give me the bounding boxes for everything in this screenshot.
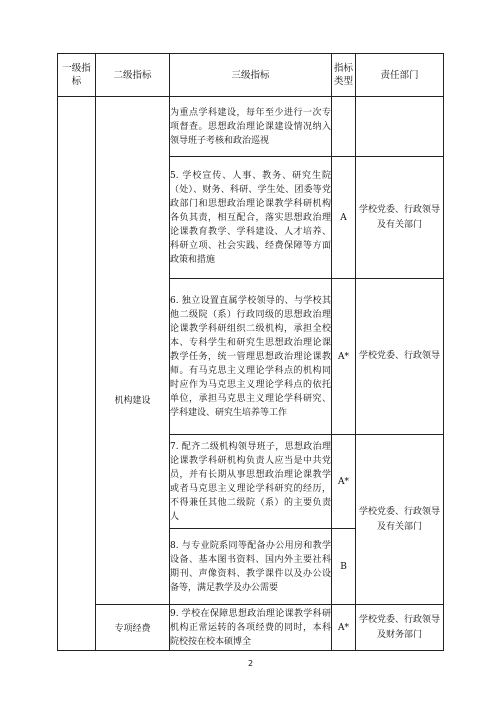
table-row <box>58 97 444 157</box>
category-funds: 专项经费 <box>96 605 170 651</box>
indicator-type <box>332 97 356 157</box>
header-level3: 三级指标 <box>170 54 332 97</box>
indicator-type: A <box>332 157 356 279</box>
header-level1: 一级指标 <box>58 54 96 97</box>
header-dept: 责任部门 <box>356 54 444 97</box>
table-header-row <box>58 54 444 97</box>
indicator-text: 9. 学校在保障思想政治理论课教学科研机构正常运转的各项经费的同时，本科院校按在校本硕博全 <box>170 605 332 651</box>
category-org: 机构建设 <box>96 97 170 605</box>
header-type: 指标类型 <box>332 54 356 97</box>
page-number: 2 <box>247 659 254 668</box>
indicator-table <box>57 53 444 651</box>
indicator-dept: 学校党委、行政领导及财务部门 <box>356 605 444 651</box>
indicator-type: A* <box>332 279 356 435</box>
indicator-text: 7. 配齐二级机构领导班子，思想政治理论课教学科研机构负责人应当是中共党员，并有长期从事思想政治理论课教学或者马克思主义理论学科研究的经历，不得兼任其他二级院（系）的主要负责人 <box>170 435 332 529</box>
indicator-type: A* <box>332 605 356 651</box>
indicator-dept: 学校党委、行政领导及有关部门 <box>356 157 444 279</box>
indicator-type: B <box>332 529 356 605</box>
indicator-text: 6. 独立设置直属学校领导的、与学校其他二级院（系）行政同级的思想政治理论课教学科研组织二级机构，承担全校本、专科学生和研究生思想政治理论课教学任务，统一管理思想政治理论课教师。有马克思主义理论学科点的机构同时应作为马克思主义理论学科点的依托单位，承担马克思主义理论学科研究、学科建设、研究生培养等工作 <box>170 279 332 435</box>
indicator-dept: 学校党委、行政领导及有关部门 <box>356 435 444 605</box>
indicator-text: 8. 与专业院系同等配备办公用房和教学设备、基本图书资料、国内外主要社科期刊、声像资料、教学课件以及办公设备等，满足教学及办公需要 <box>170 529 332 605</box>
indicator-text: 为重点学科建设，每年至少进行一次专项督查。思想政治理论课建设情况纳入领导班子考核和政治巡视 <box>170 97 332 157</box>
indicator-text: 5. 学校宣传、人事、教务、研究生院（处）、财务、科研、学生处、团委等党政部门和思想政治理论课教学科研机构各负其责，相互配合，落实思想政治理论课教育教学、学科建设、人才培养、科研立项、社会实践、经费保障等方面政策和措施 <box>170 157 332 279</box>
indicator-dept <box>356 97 444 157</box>
level1-cell <box>58 97 96 651</box>
indicator-dept: 学校党委、行政领导 <box>356 279 444 435</box>
header-level2: 二级指标 <box>96 54 170 97</box>
indicator-type: A* <box>332 435 356 529</box>
table-row <box>58 605 444 651</box>
